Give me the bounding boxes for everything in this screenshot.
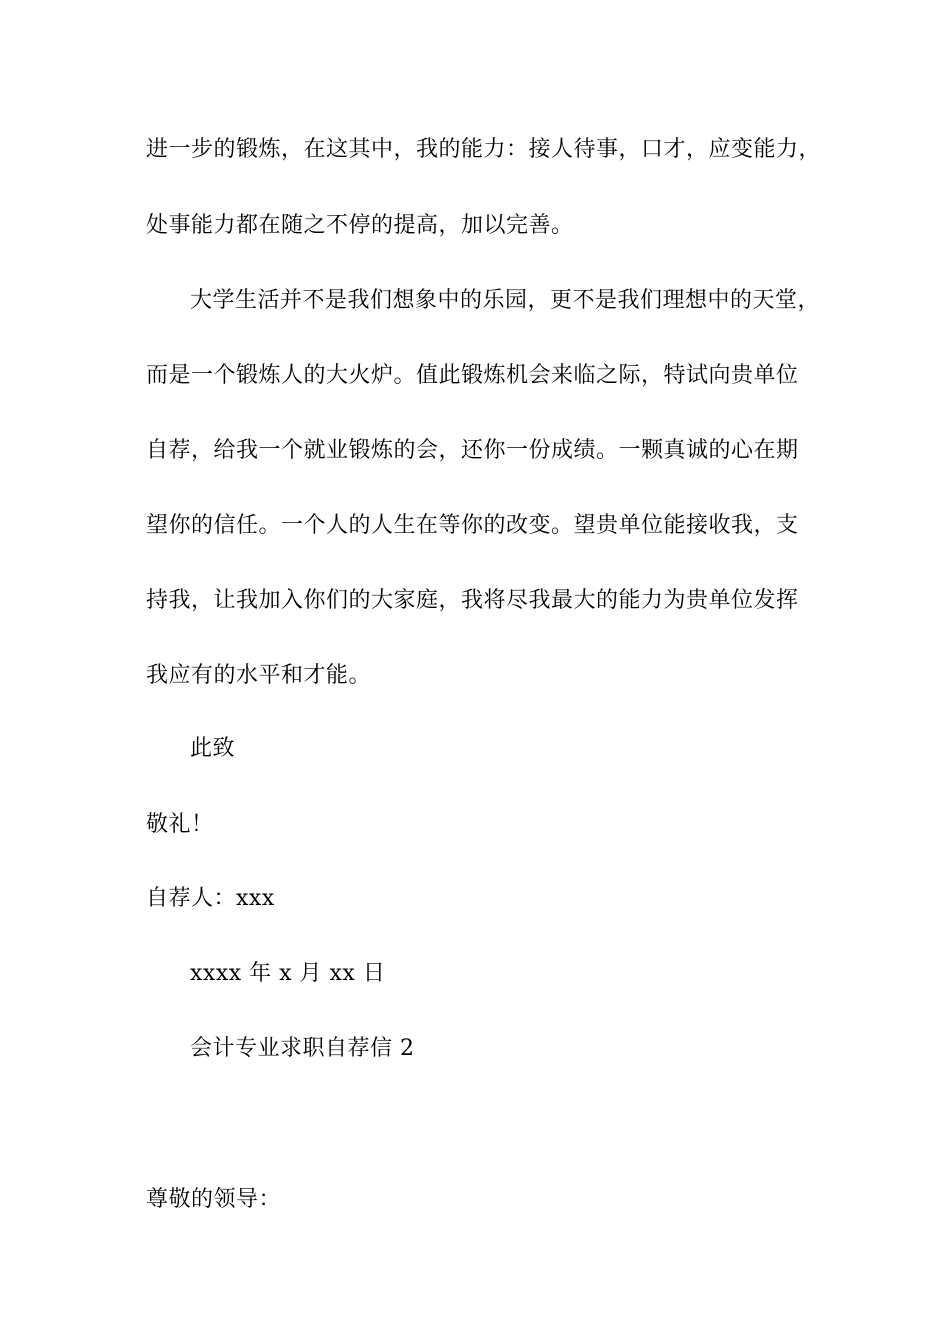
signature-name: 自荐人：xxx [146, 886, 275, 911]
paragraph-line-6: 望你的信任。一个人的人生在等你的改变。望贵单位能接收我，支 [146, 513, 799, 538]
paragraph-line-3: 大学生活并不是我们想象中的乐园，更不是我们理想中的天堂， [190, 288, 821, 313]
paragraph-line-8: 我应有的水平和才能。 [146, 663, 372, 688]
closing-regards: 敬礼！ [146, 812, 214, 837]
paragraph-line-2: 处事能力都在随之不停的提高，加以完善。 [146, 213, 574, 238]
paragraph-line-4: 而是一个锻炼人的大火炉。值此锻炼机会来临之际，特试向贵单位 [146, 363, 799, 388]
letter-title: 会计专业求职自荐信 2 [190, 1036, 415, 1061]
closing-salutation: 此致 [190, 736, 236, 761]
signature-date: xxxx 年 x 月 xx 日 [190, 961, 386, 986]
paragraph-line-7: 持我，让我加入你们的大家庭，我将尽我最大的能力为贵单位发挥 [146, 588, 799, 613]
greeting: 尊敬的领导： [146, 1187, 282, 1212]
paragraph-line-1: 进一步的锻炼，在这其中，我的能力：接人待事，口才，应变能力， [146, 137, 822, 162]
paragraph-line-5: 自荐，给我一个就业锻炼的会，还你一份成绩。一颗真诚的心在期 [146, 438, 799, 463]
